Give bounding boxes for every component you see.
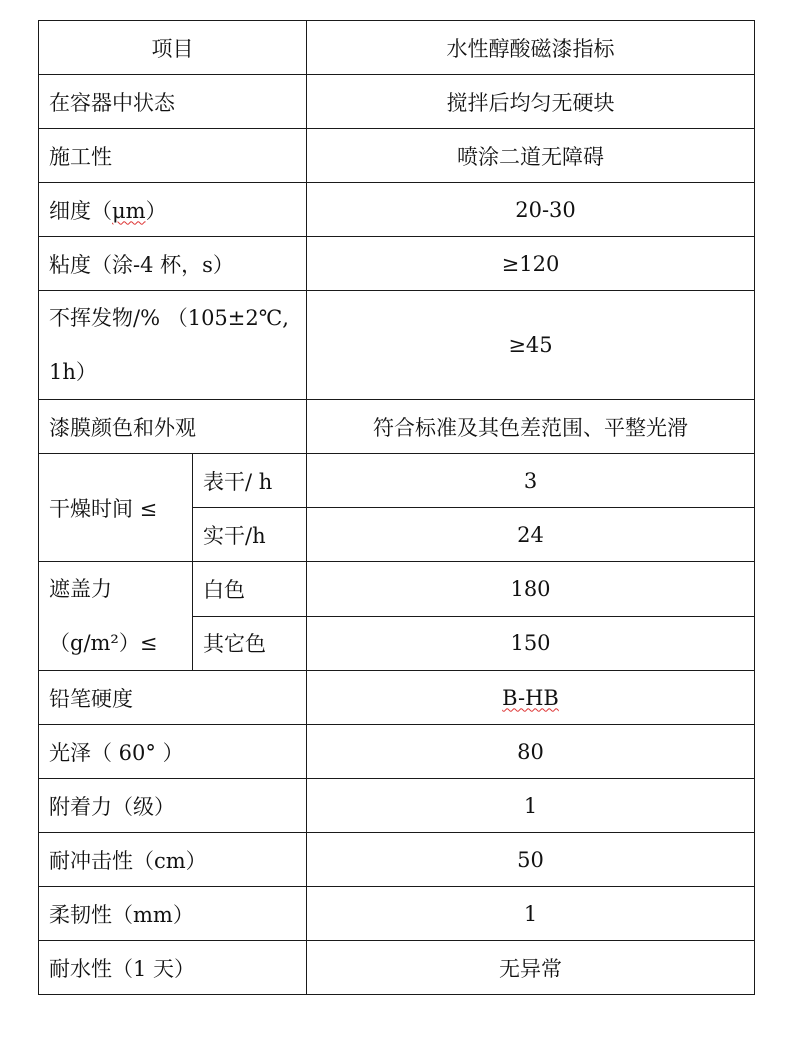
row-value: ≥45 — [307, 291, 755, 400]
label-prefix: 细度（ — [49, 198, 112, 223]
row-value: 无异常 — [307, 941, 755, 995]
row-label: 粘度（涂-4 杯，s） — [39, 237, 307, 291]
group-label-drying: 干燥时间 ≤ — [39, 454, 193, 562]
table-row — [39, 779, 755, 833]
label-unit: μm — [112, 198, 146, 223]
table-row — [39, 400, 755, 454]
row-value: 1 — [307, 779, 755, 833]
row-value: 80 — [307, 725, 755, 779]
table-row — [39, 454, 755, 508]
table-row — [39, 941, 755, 995]
row-label: 光泽（ 60° ） — [39, 725, 307, 779]
row-label: 铅笔硬度 — [39, 671, 307, 725]
table-row — [39, 833, 755, 887]
row-value: 50 — [307, 833, 755, 887]
row-value: 3 — [307, 454, 755, 508]
sub-label: 表干/ h — [193, 454, 307, 508]
row-label: 柔韧性（mm） — [39, 887, 307, 941]
row-value: ≥120 — [307, 237, 755, 291]
row-label: 附着力（级） — [39, 779, 307, 833]
sub-label: 其它色 — [193, 616, 307, 671]
row-value: 180 — [307, 562, 755, 617]
table-row — [39, 725, 755, 779]
row-value: 1 — [307, 887, 755, 941]
table-row — [39, 562, 755, 617]
table-row — [39, 887, 755, 941]
label-suffix: ） — [145, 198, 167, 223]
pencil-value: B-HB — [502, 685, 559, 710]
spec-table — [38, 20, 755, 995]
sub-label: 白色 — [193, 562, 307, 617]
row-value — [307, 671, 755, 725]
row-value: 喷涂二道无障碍 — [307, 129, 755, 183]
row-label: 在容器中状态 — [39, 75, 307, 129]
row-value: 24 — [307, 508, 755, 562]
row-value: 20-30 — [307, 183, 755, 237]
table-row — [39, 129, 755, 183]
row-label: 施工性 — [39, 129, 307, 183]
table-row — [39, 671, 755, 725]
table-row — [39, 183, 755, 237]
table-row — [39, 237, 755, 291]
row-value: 符合标准及其色差范围、平整光滑 — [307, 400, 755, 454]
table-row — [39, 291, 755, 400]
table-header-row — [39, 21, 755, 75]
group-label-hiding: 遮盖力（g/m²）≤ — [39, 562, 193, 671]
row-label: 不挥发物/% （105±2℃, 1h） — [39, 291, 307, 400]
spec-document — [38, 20, 754, 995]
row-label — [39, 183, 307, 237]
header-spec: 水性醇酸磁漆指标 — [307, 21, 755, 75]
row-label: 漆膜颜色和外观 — [39, 400, 307, 454]
row-label: 耐冲击性（cm） — [39, 833, 307, 887]
row-value: 搅拌后均匀无硬块 — [307, 75, 755, 129]
row-label: 耐水性（1 天） — [39, 941, 307, 995]
table-row — [39, 75, 755, 129]
row-value: 150 — [307, 616, 755, 671]
header-item: 项目 — [39, 21, 307, 75]
sub-label: 实干/h — [193, 508, 307, 562]
